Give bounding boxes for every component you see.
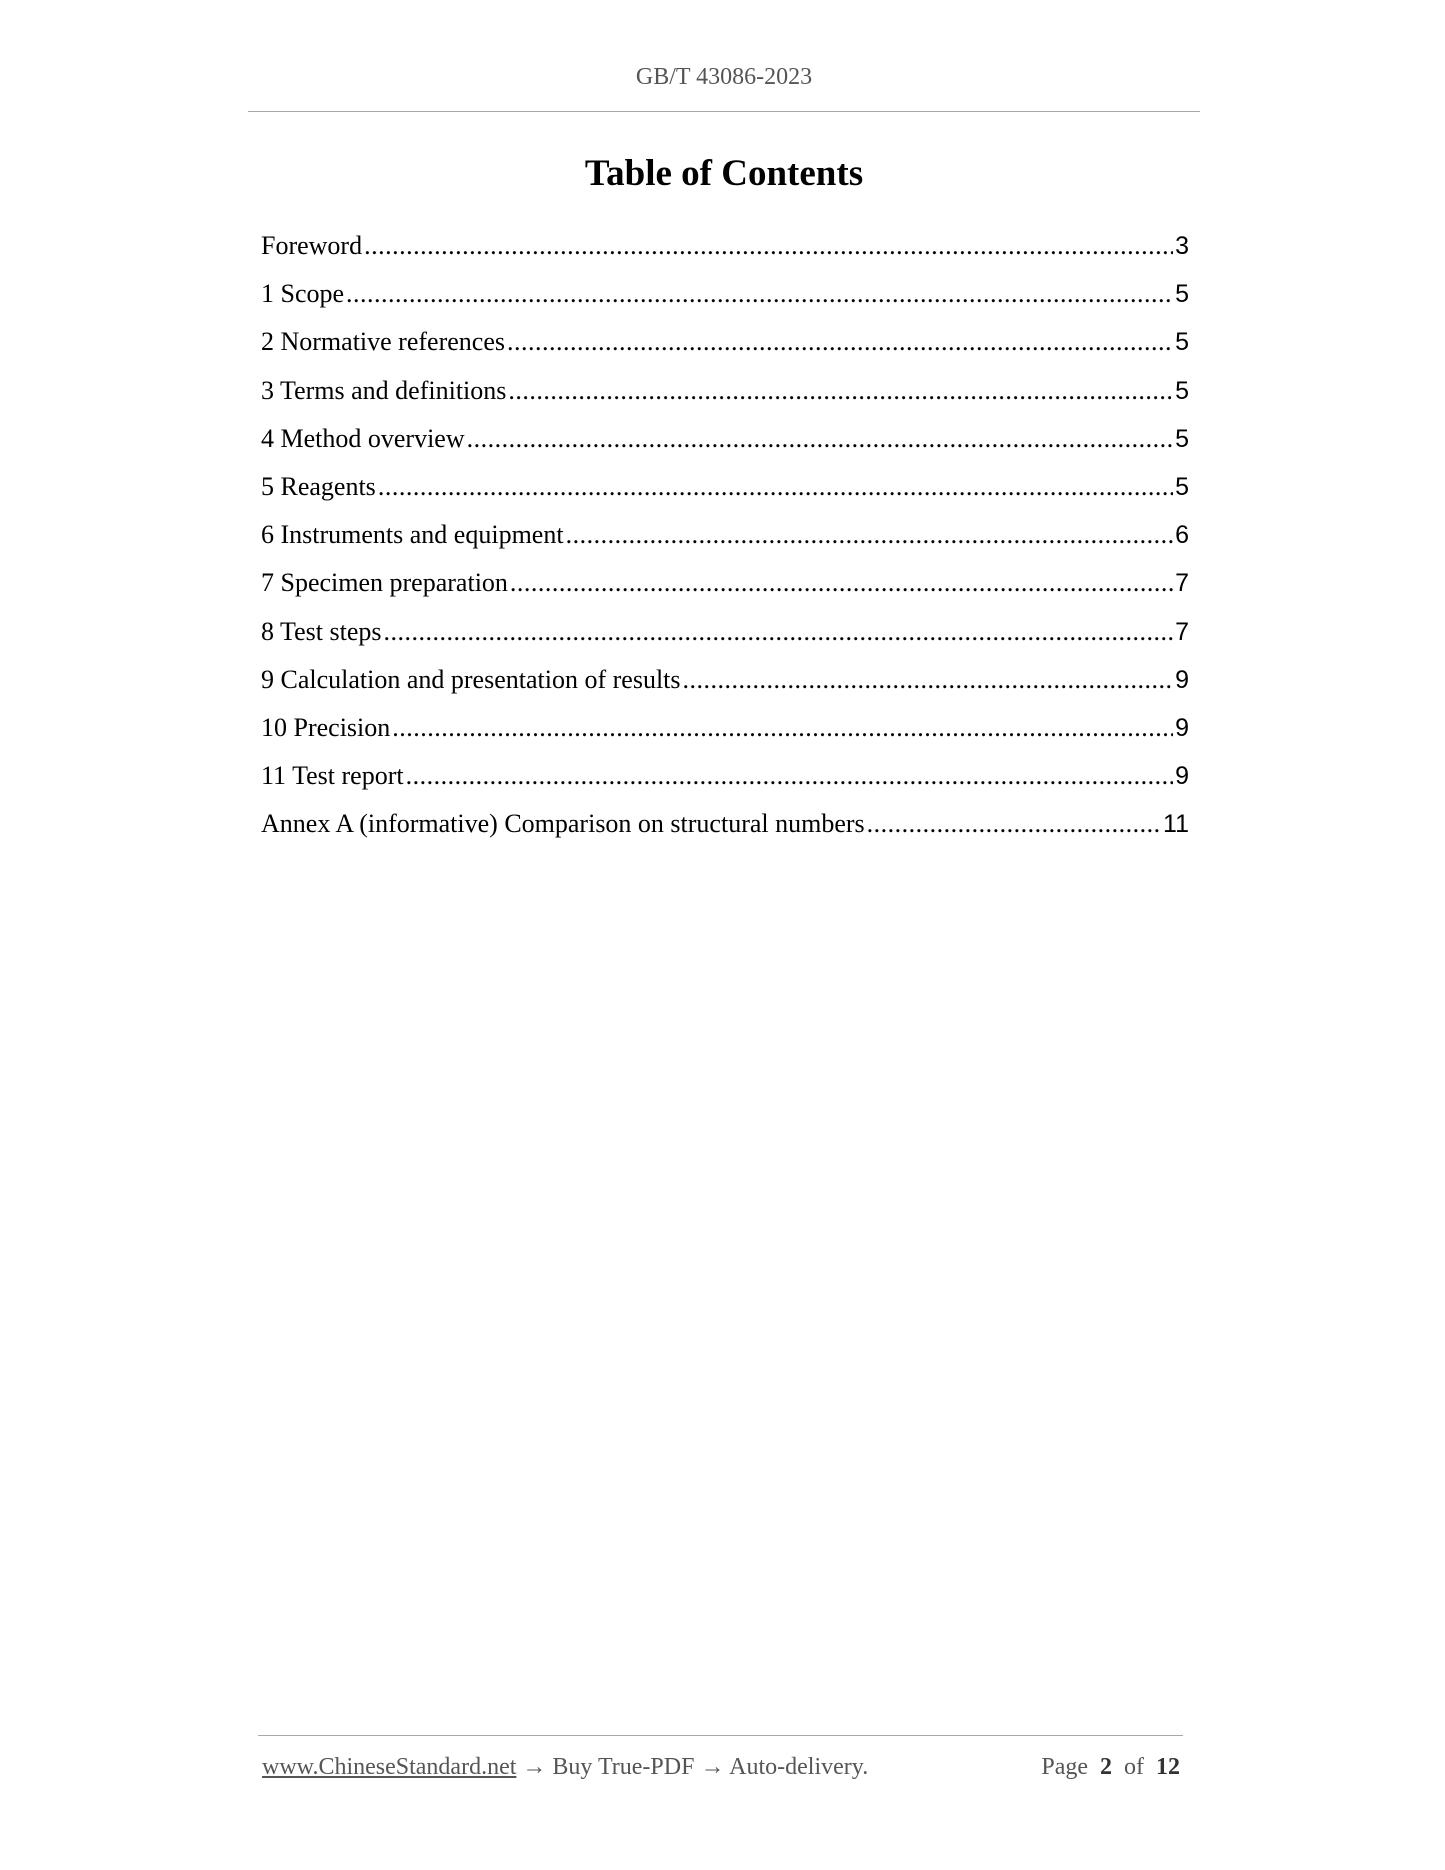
of-label: of bbox=[1124, 1754, 1144, 1780]
dot-leader bbox=[392, 704, 1173, 752]
dot-leader bbox=[508, 367, 1173, 415]
toc-entry-label: Foreword bbox=[261, 231, 363, 260]
arrow-right-icon: → bbox=[700, 1754, 725, 1780]
dot-leader bbox=[566, 511, 1174, 559]
toc-entry-label: 9 Calculation and presentation of results bbox=[261, 664, 681, 694]
table-of-contents bbox=[261, 222, 1189, 848]
toc-entry-normative-references[interactable] bbox=[261, 318, 1189, 366]
toc-entry-precision[interactable] bbox=[261, 704, 1189, 752]
toc-entry-foreword[interactable] bbox=[261, 222, 1189, 270]
page-label: Page bbox=[1041, 1754, 1088, 1780]
dot-leader bbox=[683, 656, 1174, 704]
toc-entry-scope[interactable] bbox=[261, 270, 1189, 318]
toc-entry-label: 1 Scope bbox=[261, 279, 345, 309]
page-header: GB/T 43086-2023 bbox=[635, 64, 813, 90]
dot-leader bbox=[867, 800, 1161, 848]
toc-entry-page: 9 bbox=[1175, 665, 1189, 694]
toc-entry-page: 5 bbox=[1175, 376, 1189, 405]
dot-leader bbox=[467, 415, 1173, 463]
toc-entry-label: 6 Instruments and equipment bbox=[261, 520, 564, 550]
toc-entry-label: 8 Test steps bbox=[261, 616, 382, 646]
toc-entry-label: 11 Test report bbox=[261, 761, 404, 791]
toc-entry-page: 7 bbox=[1175, 569, 1189, 598]
dot-leader bbox=[346, 270, 1173, 318]
toc-title: Table of Contents bbox=[584, 153, 864, 194]
header-divider bbox=[248, 111, 1200, 112]
dot-leader bbox=[510, 559, 1173, 607]
toc-entry-label: Annex A (informative) Comparison on structural numbers bbox=[261, 809, 865, 839]
toc-entry-page: 11 bbox=[1163, 810, 1189, 839]
toc-entry-label: 7 Specimen preparation bbox=[261, 568, 508, 598]
toc-entry-page: 6 bbox=[1175, 521, 1189, 550]
toc-entry-page: 5 bbox=[1175, 280, 1189, 309]
dot-leader bbox=[383, 608, 1173, 656]
toc-entry-annex-a[interactable] bbox=[261, 800, 1189, 848]
toc-entry-label: 4 Method overview bbox=[261, 423, 465, 453]
dot-leader bbox=[364, 222, 1173, 270]
toc-entry-page: 9 bbox=[1175, 713, 1189, 742]
toc-entry-terms-and-definitions[interactable] bbox=[261, 367, 1189, 415]
toc-entry-page: 7 bbox=[1175, 617, 1189, 646]
toc-entry-test-report[interactable] bbox=[261, 752, 1189, 800]
buy-pdf-text: Buy True-PDF bbox=[552, 1754, 695, 1780]
toc-entry-page: 3 bbox=[1175, 232, 1189, 260]
dot-leader bbox=[507, 318, 1173, 366]
toc-entry-instruments-and-equipment[interactable] bbox=[261, 511, 1189, 559]
toc-entry-page: 9 bbox=[1175, 762, 1189, 791]
toc-entry-label: 2 Normative references bbox=[261, 327, 505, 357]
toc-entry-reagents[interactable] bbox=[261, 463, 1189, 511]
auto-delivery-text: Auto-delivery. bbox=[729, 1754, 869, 1780]
toc-entry-page: 5 bbox=[1175, 472, 1189, 501]
toc-entry-label: 5 Reagents bbox=[261, 471, 376, 501]
footer-divider bbox=[258, 1735, 1183, 1736]
dot-leader bbox=[378, 463, 1173, 511]
toc-entry-page: 5 bbox=[1175, 424, 1189, 453]
toc-entry-label: 10 Precision bbox=[261, 712, 391, 742]
toc-entry-page: 5 bbox=[1175, 328, 1189, 357]
toc-entry-specimen-preparation[interactable] bbox=[261, 559, 1189, 607]
page-footer bbox=[262, 1754, 1180, 1781]
toc-entry-calculation-and-results[interactable] bbox=[261, 656, 1189, 704]
total-pages-number: 12 bbox=[1156, 1754, 1180, 1780]
toc-entry-method-overview[interactable] bbox=[261, 415, 1189, 463]
toc-entry-test-steps[interactable] bbox=[261, 608, 1189, 656]
dot-leader bbox=[406, 752, 1174, 800]
website-link[interactable]: www.ChineseStandard.net bbox=[262, 1754, 517, 1780]
arrow-right-icon: → bbox=[522, 1754, 547, 1780]
page-number bbox=[1041, 1754, 1180, 1781]
current-page-number: 2 bbox=[1100, 1754, 1112, 1780]
toc-entry-label: 3 Terms and definitions bbox=[261, 375, 507, 405]
